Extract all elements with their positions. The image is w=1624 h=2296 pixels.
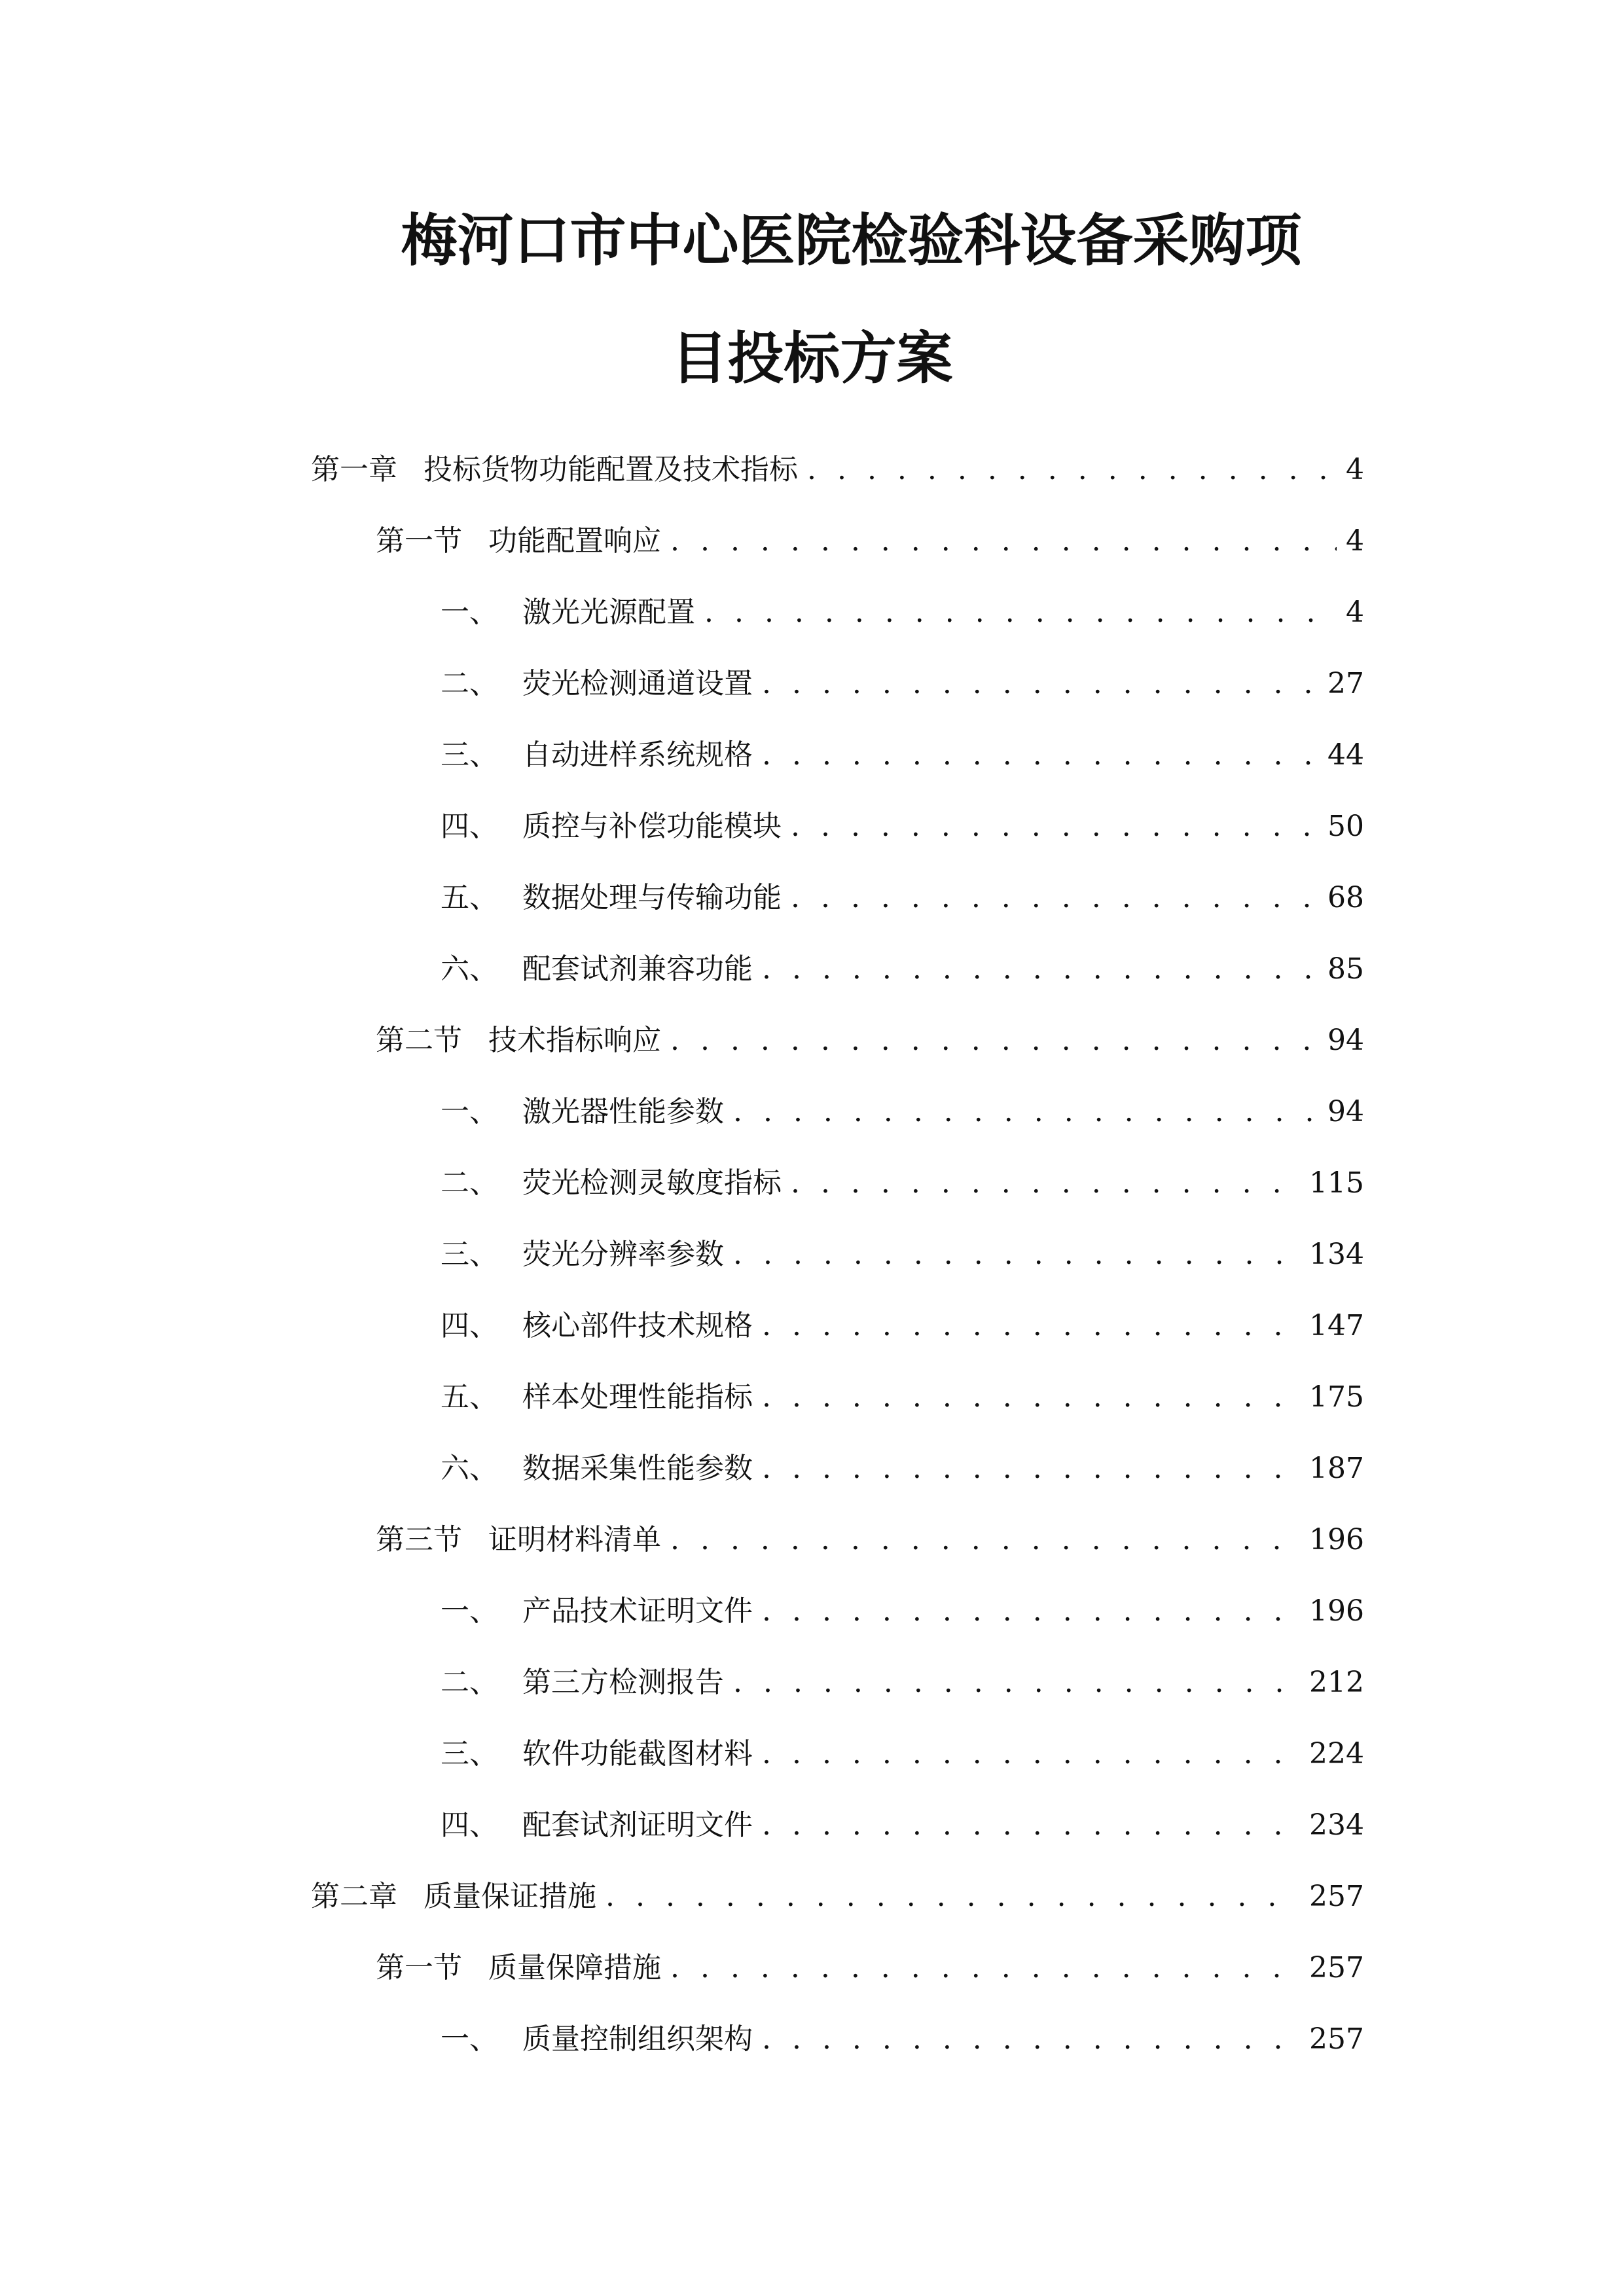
toc-leader-dots [762,736,1318,775]
toc-entry[interactable] [441,1663,1364,1702]
toc-entry-number: 四、 [441,1808,498,1842]
toc-entry-title: 样本处理性能指标 [522,1380,753,1414]
toc-entry-page: 147 [1309,1309,1364,1342]
toc-entry-title: 激光器性能参数 [522,1095,724,1128]
toc-entry[interactable] [441,878,1364,918]
toc-entry[interactable] [441,807,1364,846]
toc-leader-dots [762,2020,1300,2059]
toc-entry-number: 三、 [441,738,498,772]
toc-entry-page: 175 [1309,1380,1364,1414]
toc-entry[interactable] [441,1092,1364,1132]
toc-entry-page: 27 [1327,667,1364,700]
toc-entry[interactable] [311,450,1364,490]
toc-leader-dots [733,1235,1300,1274]
toc-entry[interactable] [441,1306,1364,1346]
toc-entry-number: 一、 [441,596,498,629]
document-title-line-2: 目投标方案 [671,325,953,391]
toc-entry-number: 三、 [441,1238,498,1271]
toc-leader-dots [670,1520,1300,1560]
toc-entry[interactable] [441,736,1364,775]
toc-entry-title: 激光光源配置 [522,596,695,629]
toc-entry-title: 荧光检测通道设置 [522,667,753,700]
toc-entry-number: 五、 [441,881,498,914]
toc-entry[interactable] [441,1806,1364,1845]
toc-entry[interactable] [441,1235,1364,1274]
toc-leader-dots [733,1663,1300,1702]
toc-entry[interactable] [441,950,1364,989]
toc-entry-page: 212 [1309,1666,1364,1699]
toc-leader-dots [762,1734,1300,1774]
toc-entry-number: 四、 [441,1309,498,1342]
toc-entry-number: 四、 [441,810,498,843]
toc-leader-dots [807,450,1337,490]
toc-entry-title: 质控与补偿功能模块 [522,810,782,843]
toc-entry-title: 质量保证措施 [424,1880,596,1913]
toc-entry-page: 196 [1309,1523,1364,1556]
toc-entry[interactable] [311,1877,1364,1916]
toc-entry[interactable] [376,1021,1364,1060]
toc-entry-page: 85 [1327,952,1364,986]
toc-leader-dots [670,1021,1318,1060]
toc-entry-title: 证明材料清单 [488,1523,661,1556]
toc-entry[interactable] [441,2020,1364,2059]
toc-entry-title: 质量保障措施 [488,1951,661,1984]
toc-entry[interactable] [441,1449,1364,1488]
toc-entry-title: 荧光分辨率参数 [522,1238,724,1271]
toc-entry-number: 第一节 [376,1951,462,1984]
document-title-line-1: 梅河口市中心医院检验科设备采购项 [401,207,1302,274]
toc-entry-page: 257 [1309,1880,1364,1913]
toc-entry[interactable] [441,664,1364,704]
toc-entry-page: 234 [1309,1808,1364,1842]
toc-entry[interactable] [376,1520,1364,1560]
toc-leader-dots [670,1948,1300,1988]
toc-entry-page: 68 [1327,881,1364,914]
toc-entry-number: 一、 [441,1095,498,1128]
toc-entry[interactable] [376,1948,1364,1988]
toc-entry-page: 196 [1309,1594,1364,1628]
toc-leader-dots [670,522,1337,561]
toc-entry-number: 一、 [441,2022,498,2056]
toc-entry-number: 五、 [441,1380,498,1414]
toc-entry[interactable] [441,1734,1364,1774]
toc-entry-page: 224 [1309,1737,1364,1770]
toc-entry-number: 第二章 [311,1880,397,1913]
toc-entry[interactable] [441,1378,1364,1417]
toc-leader-dots [762,950,1318,989]
toc-leader-dots [704,593,1337,632]
toc-entry-number: 一、 [441,1594,498,1628]
toc-entry-page: 94 [1327,1095,1364,1128]
toc-leader-dots [762,1306,1300,1346]
toc-entry-title: 技术指标响应 [488,1024,661,1057]
toc-entry-title: 投标货物功能配置及技术指标 [424,453,798,486]
toc-entry-number: 三、 [441,1737,498,1770]
toc-entry-number: 第一节 [376,524,462,558]
toc-entry-number: 第二节 [376,1024,462,1057]
toc-entry-page: 257 [1309,1951,1364,1984]
toc-entry-title: 质量控制组织架构 [522,2022,753,2056]
toc-entry-number: 第三节 [376,1523,462,1556]
toc-entry-title: 配套试剂证明文件 [522,1808,753,1842]
toc-entry-page: 115 [1309,1166,1364,1200]
toc-entry-title: 自动进样系统规格 [522,738,753,772]
toc-entry-number: 六、 [441,1452,498,1485]
toc-leader-dots [791,807,1318,846]
toc-entry-title: 软件功能截图材料 [522,1737,753,1770]
toc-entry-page: 94 [1327,1024,1364,1057]
toc-entry-number: 二、 [441,1666,498,1699]
toc-entry-page: 257 [1309,2022,1364,2056]
toc-entry-number: 二、 [441,1166,498,1200]
toc-leader-dots [762,664,1318,704]
toc-entry-page: 44 [1327,738,1364,772]
toc-entry[interactable] [441,1592,1364,1631]
toc-entry[interactable] [376,522,1364,561]
toc-leader-dots [733,1092,1318,1132]
toc-entry-page: 4 [1346,596,1364,629]
toc-leader-dots [791,878,1318,918]
toc-entry-page: 50 [1327,810,1364,843]
toc-entry-number: 第一章 [311,453,397,486]
toc-entry-title: 配套试剂兼容功能 [522,952,753,986]
toc-entry-title: 产品技术证明文件 [522,1594,753,1628]
toc-entry-page: 187 [1309,1452,1364,1485]
toc-entry-title: 第三方检测报告 [522,1666,724,1699]
toc-entry-title: 荧光检测灵敏度指标 [522,1166,782,1200]
toc-leader-dots [762,1449,1300,1488]
toc-entry-page: 4 [1346,453,1364,486]
toc-entry[interactable] [441,593,1364,632]
toc-entry-number: 二、 [441,667,498,700]
toc-entry-title: 数据处理与传输功能 [522,881,782,914]
toc-leader-dots [762,1592,1300,1631]
toc-entry[interactable] [441,1164,1364,1203]
toc-entry-title: 核心部件技术规格 [522,1309,753,1342]
toc-entry-title: 功能配置响应 [488,524,661,558]
toc-entry-page: 134 [1309,1238,1364,1271]
toc-entry-page: 4 [1346,524,1364,558]
toc-leader-dots [762,1806,1300,1845]
toc-leader-dots [762,1378,1300,1417]
toc-entry-number: 六、 [441,952,498,986]
toc-leader-dots [605,1877,1300,1916]
toc-leader-dots [791,1164,1300,1203]
toc-entry-title: 数据采集性能参数 [522,1452,753,1485]
